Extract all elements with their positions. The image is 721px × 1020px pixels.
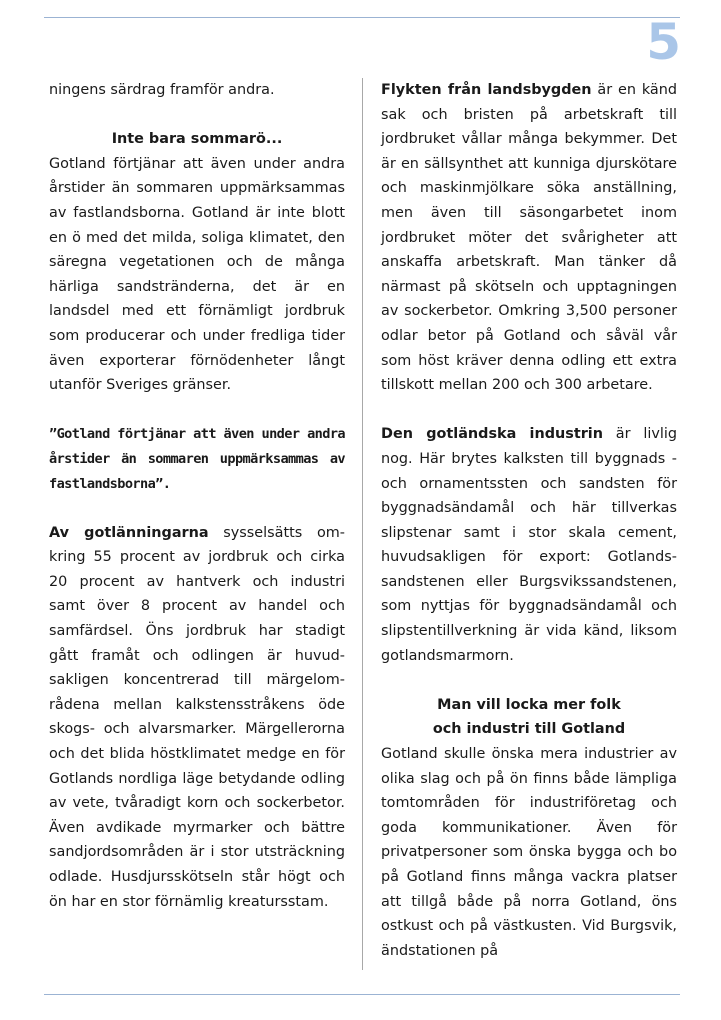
- heading-not-only-summer: Inte bara sommarö...: [111, 131, 283, 148]
- right-column: [381, 78, 677, 963]
- body-rural-flight: är en känd sak och bristen på arbetskraft till jordbruket vållar många bekymmer. Det är en sällsynthet att kunniga djurskötare och maskinmjölkare söka anställning, men även till säsongarbetet inom jordbruket möter det svårigheter att anskaffa arbetskraft. Man tänker då närmast på skötseln och upptagningen av sockerbetor. Omkring 3,500 personer odlar betor på Gotland och såväl vår som höst kräver denna odling ett extra tillskott mellan 200 och 300 arbetare.: [381, 82, 677, 394]
- paragraph-gotlanders: [49, 521, 345, 915]
- lead-industry: Den gotländska industrin: [381, 426, 603, 443]
- header-rule: [44, 17, 680, 18]
- column-divider: [362, 78, 363, 970]
- page-number: 5: [646, 13, 681, 71]
- left-column: [49, 78, 345, 914]
- pull-quote: ”Gotland förtjänar att även under andra årstider än sommaren uppmärksammas av fastlandsborna”.: [49, 426, 345, 492]
- paragraph-industry: [381, 422, 677, 668]
- body-industry: är livlig nog. Här brytes kalksten till byggnads - och ornamentssten och sandsten för byggnadsändamål och här tillverkas slipstenar samt i stor skala cement, huvudsakligen för export: Gotlandssandstenen eller Burgsvikssandstenen, som nyttjas för byggnadsändamål och slipstentillverkning är vida känd, liksom gotlandsmarmorn.: [381, 426, 677, 664]
- paragraph-summer: Gotland förtjänar att även under andra årstider än sommaren uppmärksammas av fastlandsborna. Gotland är inte blott en ö med det milda, soliga klimatet, den säregna vegetationen och de många härliga sandstränderna, det är en landsdel med ett förnämligt jordbruk som producerar och under fredliga tider även exporterar förnödenheter långt utanför Sveriges gränser.: [49, 155, 345, 394]
- paragraph-rural-flight: [381, 78, 677, 398]
- lead-rural-flight: Flykten från landsbygden: [381, 82, 592, 98]
- heading-attract-line-2: och industri till Gotland: [432, 721, 626, 738]
- footer-rule: [44, 994, 680, 995]
- body-gotlanders: sysselsätts omkring 55 procent av jordbruk och cirka 20 procent av hantverk och industri samt över 8 procent av handel och samfärdsel. Öns jordbruk har stadigt gått framåt och odlingen är huvudsakligen koncentrerad till märgelområdena mellan kalkstensstråkens öde skogs- och alvarsmarker. Märgellerorna och det blida höstklimatet medge en för Gotlands nordliga läge betydande odling av vete, tvåradigt korn och sockerbetor. Även avdikade myrmarker och bättre sandjordsområden är i stor utsträckning odlade. Husdjursskötseln står högt och ön har en stor förnämlig kreatursstam.: [49, 524, 345, 910]
- lead-gotlanders: Av gotlänningarna: [49, 524, 209, 541]
- intro-fragment: ningens särdrag framför andra.: [49, 82, 275, 98]
- paragraph-attract: Gotland skulle önska mera industrier av olika slag och på ön finns både lämpliga tomtområden för industriföretag och goda kommunikationer. Även för privatpersoner som önska bygga och bo på Gotland finns många vackra platser att tillgå både på norra Gotland, öns ostkust och på västkusten. Vid Burgsvik, ändstationen på: [381, 746, 677, 959]
- heading-attract-line-1: Man vill locka mer folk: [437, 696, 621, 713]
